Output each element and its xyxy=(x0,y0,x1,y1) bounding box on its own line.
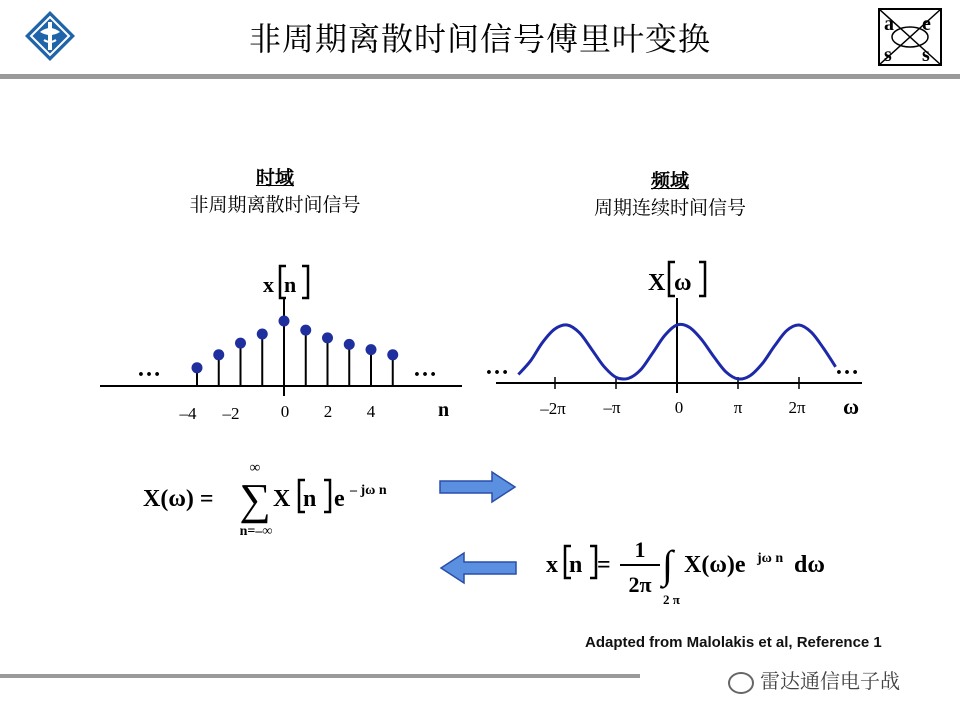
watermark-text: 雷达通信电子战 xyxy=(760,669,900,693)
inverse-arrow-icon xyxy=(441,553,516,583)
inverse-int-sub: 2 π xyxy=(663,592,680,607)
inverse-integrand: X(ω)e xyxy=(684,552,746,578)
inverse-exp-power: jω n xyxy=(757,551,784,566)
freq-tick-label: π xyxy=(733,398,743,417)
time-tick-label: –4 xyxy=(179,404,197,423)
watermark xyxy=(728,665,900,694)
freq-ellipsis-right: … xyxy=(835,354,859,380)
logo-letter-e: e xyxy=(922,13,931,35)
stem-marker xyxy=(366,344,377,355)
freq-tick-label: 0 xyxy=(674,398,684,417)
freq-x-label: ω xyxy=(843,394,860,419)
forward-sum-bottom: n=–∞ xyxy=(239,524,273,539)
inverse-lhs-var: x xyxy=(546,552,558,578)
inverse-denominator: 2π xyxy=(628,572,652,597)
forward-term-var: X xyxy=(273,486,291,512)
time-stems xyxy=(192,316,399,387)
inverse-numerator: 1 xyxy=(634,537,646,562)
logo-letter-a: a xyxy=(884,13,894,35)
stem-marker xyxy=(192,362,203,373)
stem-marker xyxy=(235,338,246,349)
forward-sigma: ∑ xyxy=(239,475,271,524)
footer-rule xyxy=(0,674,640,678)
time-ellipsis-left: … xyxy=(137,356,161,382)
freq-domain-subtitle: 周期连续时间信号 xyxy=(593,197,746,219)
time-y-label-arg: n xyxy=(284,272,297,297)
time-tick-label: 0 xyxy=(280,402,290,421)
freq-ellipsis-left: … xyxy=(485,354,509,380)
time-tick-label: 2 xyxy=(323,402,333,421)
inverse-lhs-arg: n xyxy=(569,552,583,578)
stem-marker xyxy=(300,325,311,336)
stem-marker xyxy=(387,349,398,360)
forward-lhs: X(ω) = xyxy=(143,486,214,512)
forward-exp-power: – jω n xyxy=(350,483,387,498)
stem-marker xyxy=(322,332,333,343)
credit-text: Adapted from Malolakis et al, Reference 1 xyxy=(585,634,882,651)
forward-term-arg: n xyxy=(303,486,317,512)
time-tick-label: –2 xyxy=(222,404,240,423)
time-x-label: n xyxy=(438,399,450,421)
wechat-icon xyxy=(728,672,754,694)
page-title: 非周期离散时间信号傅里叶变换 xyxy=(248,20,711,58)
logo-letter-s2: s xyxy=(922,44,930,66)
stem-marker xyxy=(344,339,355,350)
logo-letter-s1: s xyxy=(884,44,892,66)
forward-sum-top: ∞ xyxy=(249,460,261,476)
time-y-label-var: x xyxy=(263,272,274,297)
freq-y-label-arg: ω xyxy=(674,270,692,296)
freq-y-label-var: X xyxy=(648,270,666,296)
time-ellipsis-right: … xyxy=(413,356,437,382)
freq-tick-label: –π xyxy=(603,398,621,417)
time-tick-label: 4 xyxy=(366,402,376,421)
inverse-integral: ∫ xyxy=(662,542,673,587)
forward-arrow-icon xyxy=(440,472,515,502)
stem-marker xyxy=(279,316,290,327)
freq-domain-title: 频域 xyxy=(650,170,689,192)
inverse-differential: dω xyxy=(794,552,825,578)
stem-marker xyxy=(213,349,224,360)
freq-tick-label: –2π xyxy=(540,399,566,418)
time-domain-title: 时域 xyxy=(255,167,294,189)
stem-marker xyxy=(257,329,268,340)
freq-tick-label: 2π xyxy=(788,398,806,417)
time-domain-subtitle: 非周期离散时间信号 xyxy=(189,194,361,216)
forward-exp-base: e xyxy=(334,486,345,512)
inverse-eq: = xyxy=(597,552,611,578)
